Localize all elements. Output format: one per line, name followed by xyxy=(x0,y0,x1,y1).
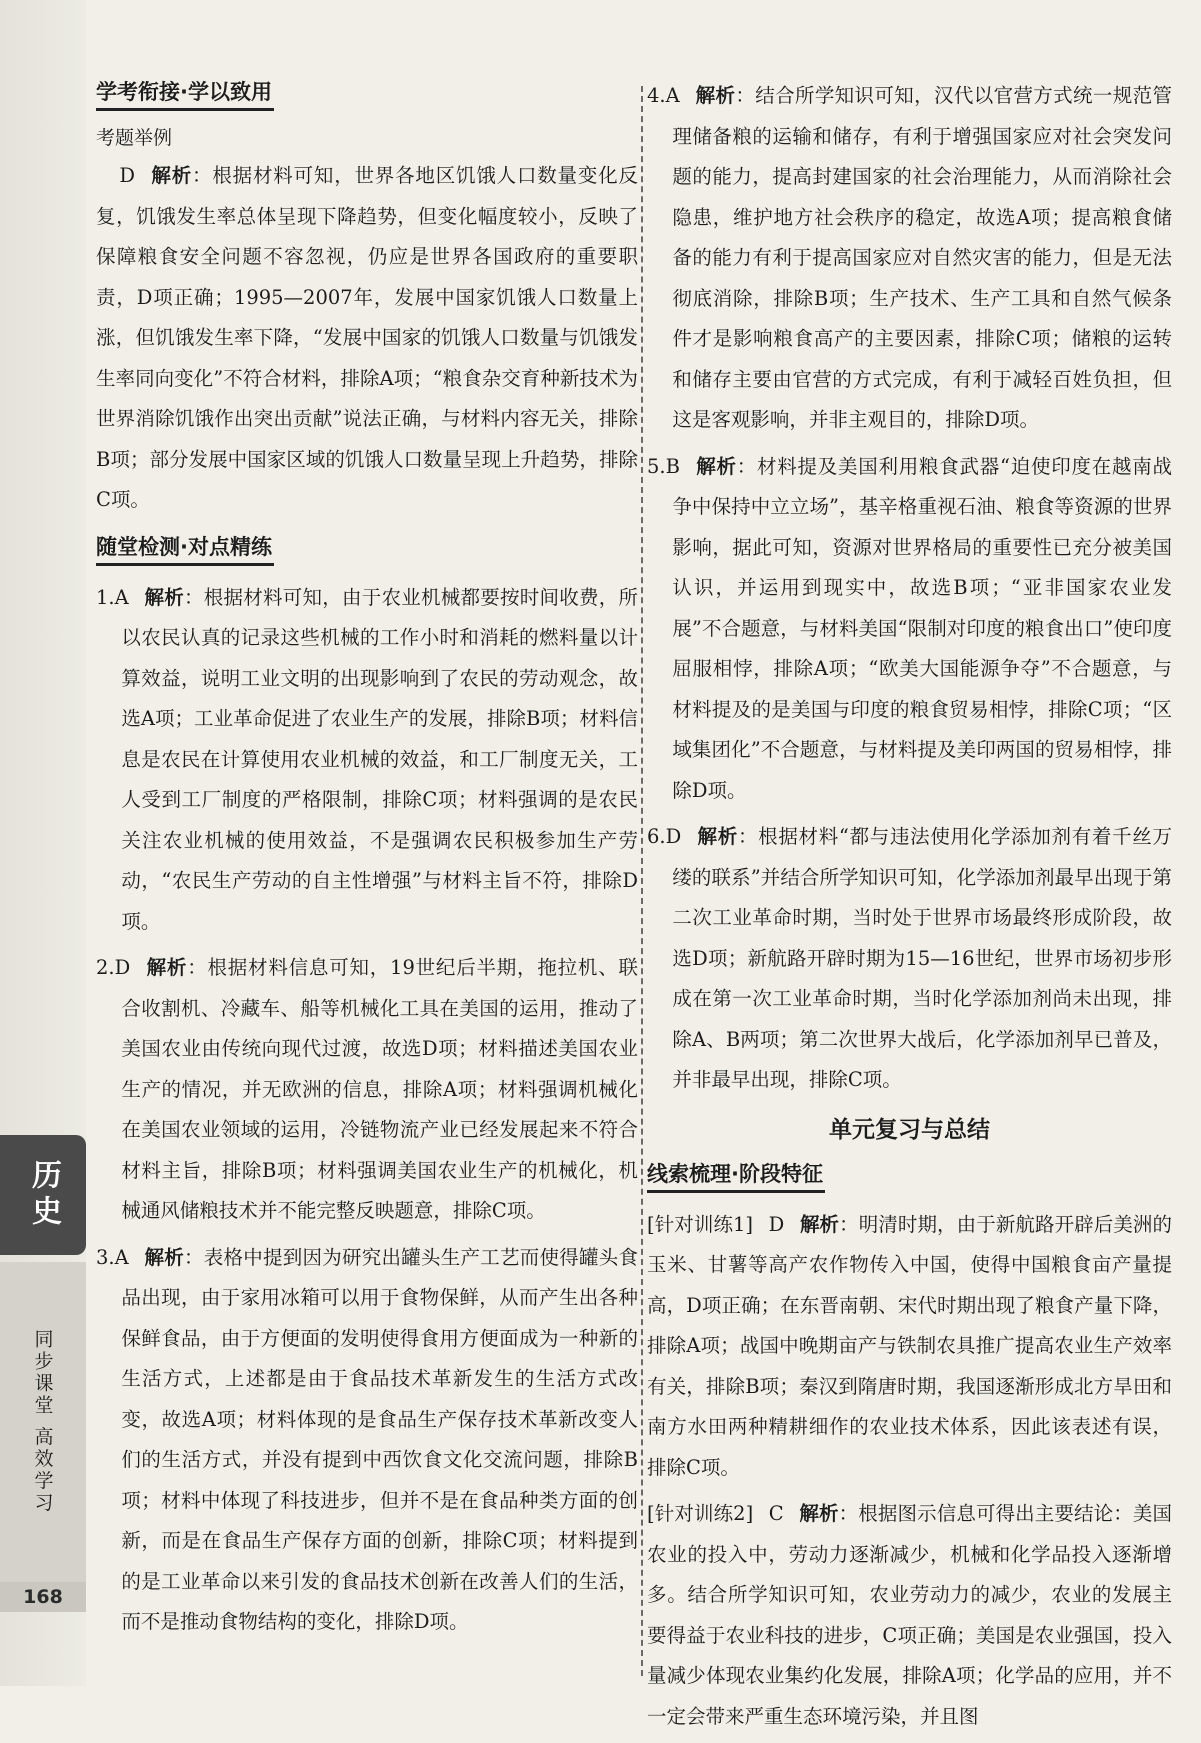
answer-number: 2.D xyxy=(96,956,131,979)
unit-review-title: 单元复习与总结 xyxy=(829,1116,990,1143)
answer-number: 3.A xyxy=(96,1245,129,1269)
analysis-label: 解析 xyxy=(799,1212,840,1236)
answer-number: D xyxy=(119,164,136,187)
answer-2 xyxy=(96,948,638,1232)
analysis-label: 解析 xyxy=(695,84,736,107)
left-column xyxy=(96,76,638,1649)
analysis-label: 解析 xyxy=(144,585,185,609)
series-tab: 同步课堂 高效学习 xyxy=(0,1262,86,1582)
training-text: ：明清时期，由于新航路开辟后美洲的玉米、甘薯等高产农作物传入中国，使得中国粮食亩产量提高，D项正确；在东晋南朝、宋代时期出现了粮食产量下降，排除A项；战国中晚期亩产与铁制农具推广提高农业生产效率有关，排除B项；秦汉到隋唐时期，我国逐渐形成北方旱田和南方水田两种精耕细作的农业技术体系，因此该表述有误，排除C项。 xyxy=(647,1212,1172,1479)
answer-example xyxy=(96,156,638,521)
training-number: [针对训练2] xyxy=(647,1502,754,1525)
answer-number: 6.D xyxy=(647,825,682,848)
training-2 xyxy=(647,1494,1172,1737)
analysis-label: 解析 xyxy=(145,956,188,979)
answer-1 xyxy=(96,578,638,943)
training-number: [针对训练1] xyxy=(647,1212,754,1236)
right-column xyxy=(647,76,1172,1743)
answer-4 xyxy=(647,76,1172,441)
answer-text: ：根据材料可知，世界各地区饥饿人口数量变化反复，饥饿发生率总体呈现下降趋势，但变化幅度较小，反映了保障粮食安全问题不容忽视，仍应是世界各国政府的重要职责，D项正确；1995—2007年，发展中国家饥饿人口数量上涨，但饥饿发生率下降，“发展中国家的饥饿人口数量与饥饿发生率同向变化”不符合材料，排除A项；“粮食杂交育种新技术为世界消除饥饿作出突出贡献”说法正确，与材料内容无关，排除B项；部分发展中国家区域的饥饿人口数量呈现上升趋势，排除C项。 xyxy=(96,164,638,511)
training-1 xyxy=(647,1205,1172,1489)
analysis-label: 解析 xyxy=(696,825,738,848)
answer-text: ：根据材料可知，由于农业机械都要按时间收费，所以农民认真的记录这些机械的工作小时和消耗的燃料量以计算效益，说明工业文明的出现影响到了农民的劳动观念，故选A项；工业革命促进了农业生产的发展，排除B项；材料信息是农民在计算使用农业机械的效益，和工厂制度无关，工人受到工厂制度的严格限制，排除C项；材料强调的是农民关注农业机械的使用效益，不是强调农民积极参加生产劳动，“农民生产劳动的自主性增强”与材料主旨不符，排除D项。 xyxy=(121,585,638,933)
page-number: 168 xyxy=(0,1582,86,1612)
training-text: ：根据图示信息可得出主要结论：美国农业的投入中，劳动力逐渐减少，机械和化学品投入逐渐增多。结合所学知识可知，农业劳动力的减少，农业的发展主要得益于农业科技的进步，C项正确；美国是农业强国，投入量减少体现农业集约化发展，排除A项；化学品的应用，并不一定会带来严重生态环境污染，并且图 xyxy=(647,1502,1172,1728)
answer-text: ：结合所学知识可知，汉代以官营方式统一规范管理储备粮的运输和储存，有利于增强国家应对社会突发问题的能力，提高封建国家的社会治理能力，从而消除社会隐患，维护地方社会秩序的稳定，故选A项；提高粮食储备的能力有利于提高国家应对自然灾害的能力，但是无法彻底消除，排除B项；生产技术、生产工具和自然气候条件才是影响粮食高产的主要因素，排除C项；储粮的运转和储存主要由官营的方式完成，有利于减轻百姓负担，但这是客观影响，并非主观目的，排除D项。 xyxy=(672,84,1172,431)
analysis-label: 解析 xyxy=(799,1502,839,1525)
section-heading-xuekao: 学考衔接·学以致用 xyxy=(96,76,274,111)
answer-5 xyxy=(647,447,1172,812)
section-heading-xiansuo: 线索梳理·阶段特征 xyxy=(647,1158,825,1193)
analysis-label: 解析 xyxy=(144,1245,185,1269)
answer-number: 4.A xyxy=(647,84,680,107)
answer-6 xyxy=(647,817,1172,1101)
training-answer: D xyxy=(768,1212,785,1236)
analysis-label: 解析 xyxy=(150,164,193,187)
training-answer: C xyxy=(768,1502,784,1525)
subheading-examples: 考题举例 xyxy=(96,127,173,149)
answer-number: 5.B xyxy=(647,454,680,478)
section-heading-suitang: 随堂检测·对点精练 xyxy=(96,531,274,566)
answer-3 xyxy=(96,1238,638,1643)
answer-text: ：根据材料“都与违法使用化学添加剂有着千丝万缕的联系”并结合所学知识可知，化学添加剂最早出现于第二次工业革命时期，当时处于世界市场最终形成阶段，故选D项；新航路开辟时期为15—16世纪，世界市场初步形成在第一次工业革命时期，当时化学添加剂尚未出现，排除A、B两项；第二次世界大战后，化学添加剂早已普及，并非最早出现，排除C项。 xyxy=(672,825,1172,1091)
answer-text: ：材料提及美国利用粮食武器“迫使印度在越南战争中保持中立立场”，基辛格重视石油、粮食等资源的世界影响，据此可知，资源对世界格局的重要性已充分被美国认识，并运用到现实中，故选B项；“亚非国家农业发展”不合题意，与材料美国“限制对印度的粮食出口”使印度屈服相悖，排除A项；“欧美大国能源争夺”不合题意，与材料提及的是美国与印度的粮食贸易相悖，排除C项；“区域集团化”不合题意，与材料提及美印两国的贸易相悖，排除D项。 xyxy=(672,454,1172,802)
analysis-label: 解析 xyxy=(695,454,737,478)
answer-text: ：表格中提到因为研究出罐头生产工艺而使得罐头食品出现，由于家用冰箱可以用于食物保鲜，从而产生出各种保鲜食品，由于方便面的发明使得食用方便面成为一种新的生活方式，上述都是由于食品技术革新发生的生活方式改变，故选A项；材料体现的是食品生产保存技术革新改变人们的生活方式，并没有提到中西饮食文化交流问题，排除B项；材料中体现了科技进步，但并不是在食品种类方面的创新，而是在食品生产保存方面的创新，排除C项；材料提到的是工业革命以来引发的食品技术创新在改善人们的生活，而不是推动食物结构的变化，排除D项。 xyxy=(121,1245,638,1633)
subject-tab: 历史 xyxy=(0,1135,86,1255)
column-divider xyxy=(641,86,643,1676)
answer-text: ：根据材料信息可知，19世纪后半期，拖拉机、联合收割机、冷藏车、船等机械化工具在美国的运用，推动了美国农业由传统向现代过渡，故选D项；材料描述美国农业生产的情况，并无欧洲的信息，排除A项；材料强调机械化在美国农业领域的运用，冷链物流产业已经发展起来不符合材料主旨，排除B项；材料强调美国农业生产的机械化，机械通风储粮技术并不能完整反映题意，排除C项。 xyxy=(121,956,638,1222)
answer-number: 1.A xyxy=(96,585,129,609)
